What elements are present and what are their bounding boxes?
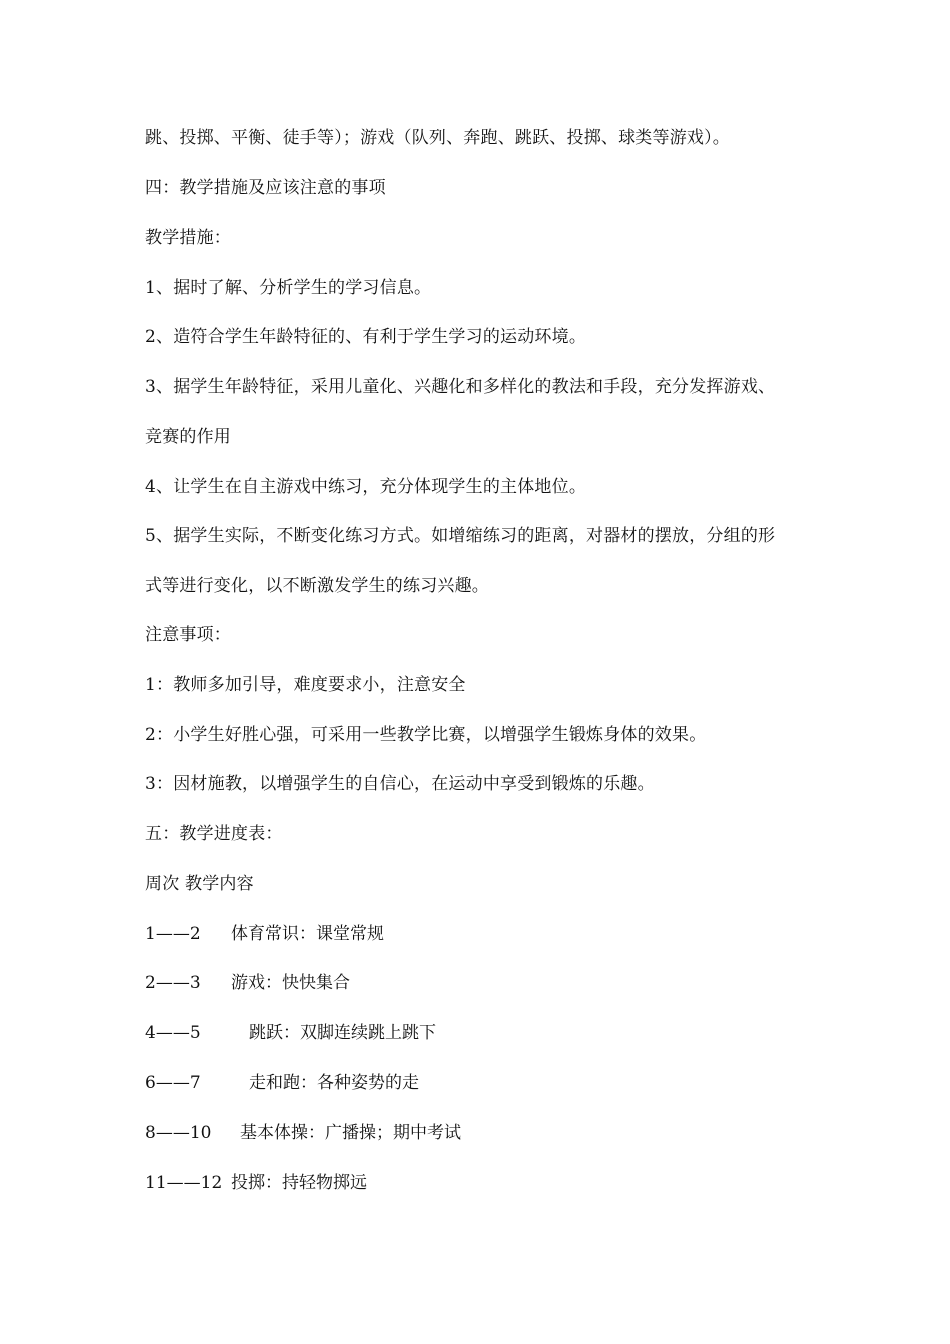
schedule-row: [145, 1071, 419, 1095]
schedule-weeks: 11——12: [145, 1173, 223, 1193]
schedule-content: 走和跑：各种姿势的走: [249, 1073, 419, 1093]
schedule-content: 基本体操：广播操；期中考试: [240, 1123, 461, 1143]
schedule-weeks: 1——2: [145, 924, 201, 944]
schedule-row: [145, 922, 384, 946]
measure-item-4: 4、让学生在自主游戏中练习，充分体现学生的主体地位。: [145, 477, 587, 497]
schedule-content: 游戏：快快集合: [231, 973, 350, 993]
subheading-notes: 注意事项：: [145, 625, 231, 645]
schedule-row: [145, 1121, 461, 1145]
schedule-weeks: 2——3: [145, 973, 201, 993]
measure-item-2: 2、造符合学生年龄特征的、有利于学生学习的运动环境。: [145, 327, 587, 347]
schedule-weeks: 4——5: [145, 1023, 201, 1043]
section-heading-schedule: 五：教学进度表：: [145, 824, 283, 844]
note-item-1: 1：教师多加引导，难度要求小，注意安全: [145, 675, 466, 695]
schedule-content: 跳跃：双脚连续跳上跳下: [249, 1023, 436, 1043]
schedule-content: 体育常识：课堂常规: [231, 924, 384, 944]
schedule-row: [145, 971, 350, 995]
schedule-content: 投掷：持轻物掷远: [231, 1173, 367, 1193]
measure-item-3: 3、据学生年龄特征，采用儿童化、兴趣化和多样化的教法和手段，充分发挥游戏、: [145, 377, 776, 397]
schedule-weeks: 6——7: [145, 1073, 201, 1093]
schedule-row: [145, 1171, 367, 1195]
section-heading-teaching-measures: 四：教学措施及应该注意的事项: [145, 178, 386, 198]
schedule-weeks: 8——10: [145, 1123, 212, 1143]
text-line-activities: 跳、投掷、平衡、徒手等）；游戏（队列、奔跑、跳跃、投掷、球类等游戏）。: [145, 128, 730, 148]
measure-item-1: 1、据时了解、分析学生的学习信息。: [145, 278, 432, 298]
subheading-measures: 教学措施：: [145, 228, 231, 248]
note-item-3: 3：因材施教，以增强学生的自信心，在运动中享受到锻炼的乐趣。: [145, 774, 655, 794]
measure-item-3-cont: 竞赛的作用: [145, 427, 231, 447]
measure-item-5: 5、据学生实际，不断变化练习方式。如增缩练习的距离，对器材的摆放，分组的形: [145, 526, 776, 546]
note-item-2: 2：小学生好胜心强，可采用一些教学比赛，以增强学生锻炼身体的效果。: [145, 725, 707, 745]
schedule-row: [145, 1021, 436, 1045]
measure-item-5-cont: 式等进行变化，以不断激发学生的练习兴趣。: [145, 576, 489, 596]
schedule-header: 周次 教学内容: [145, 874, 254, 894]
